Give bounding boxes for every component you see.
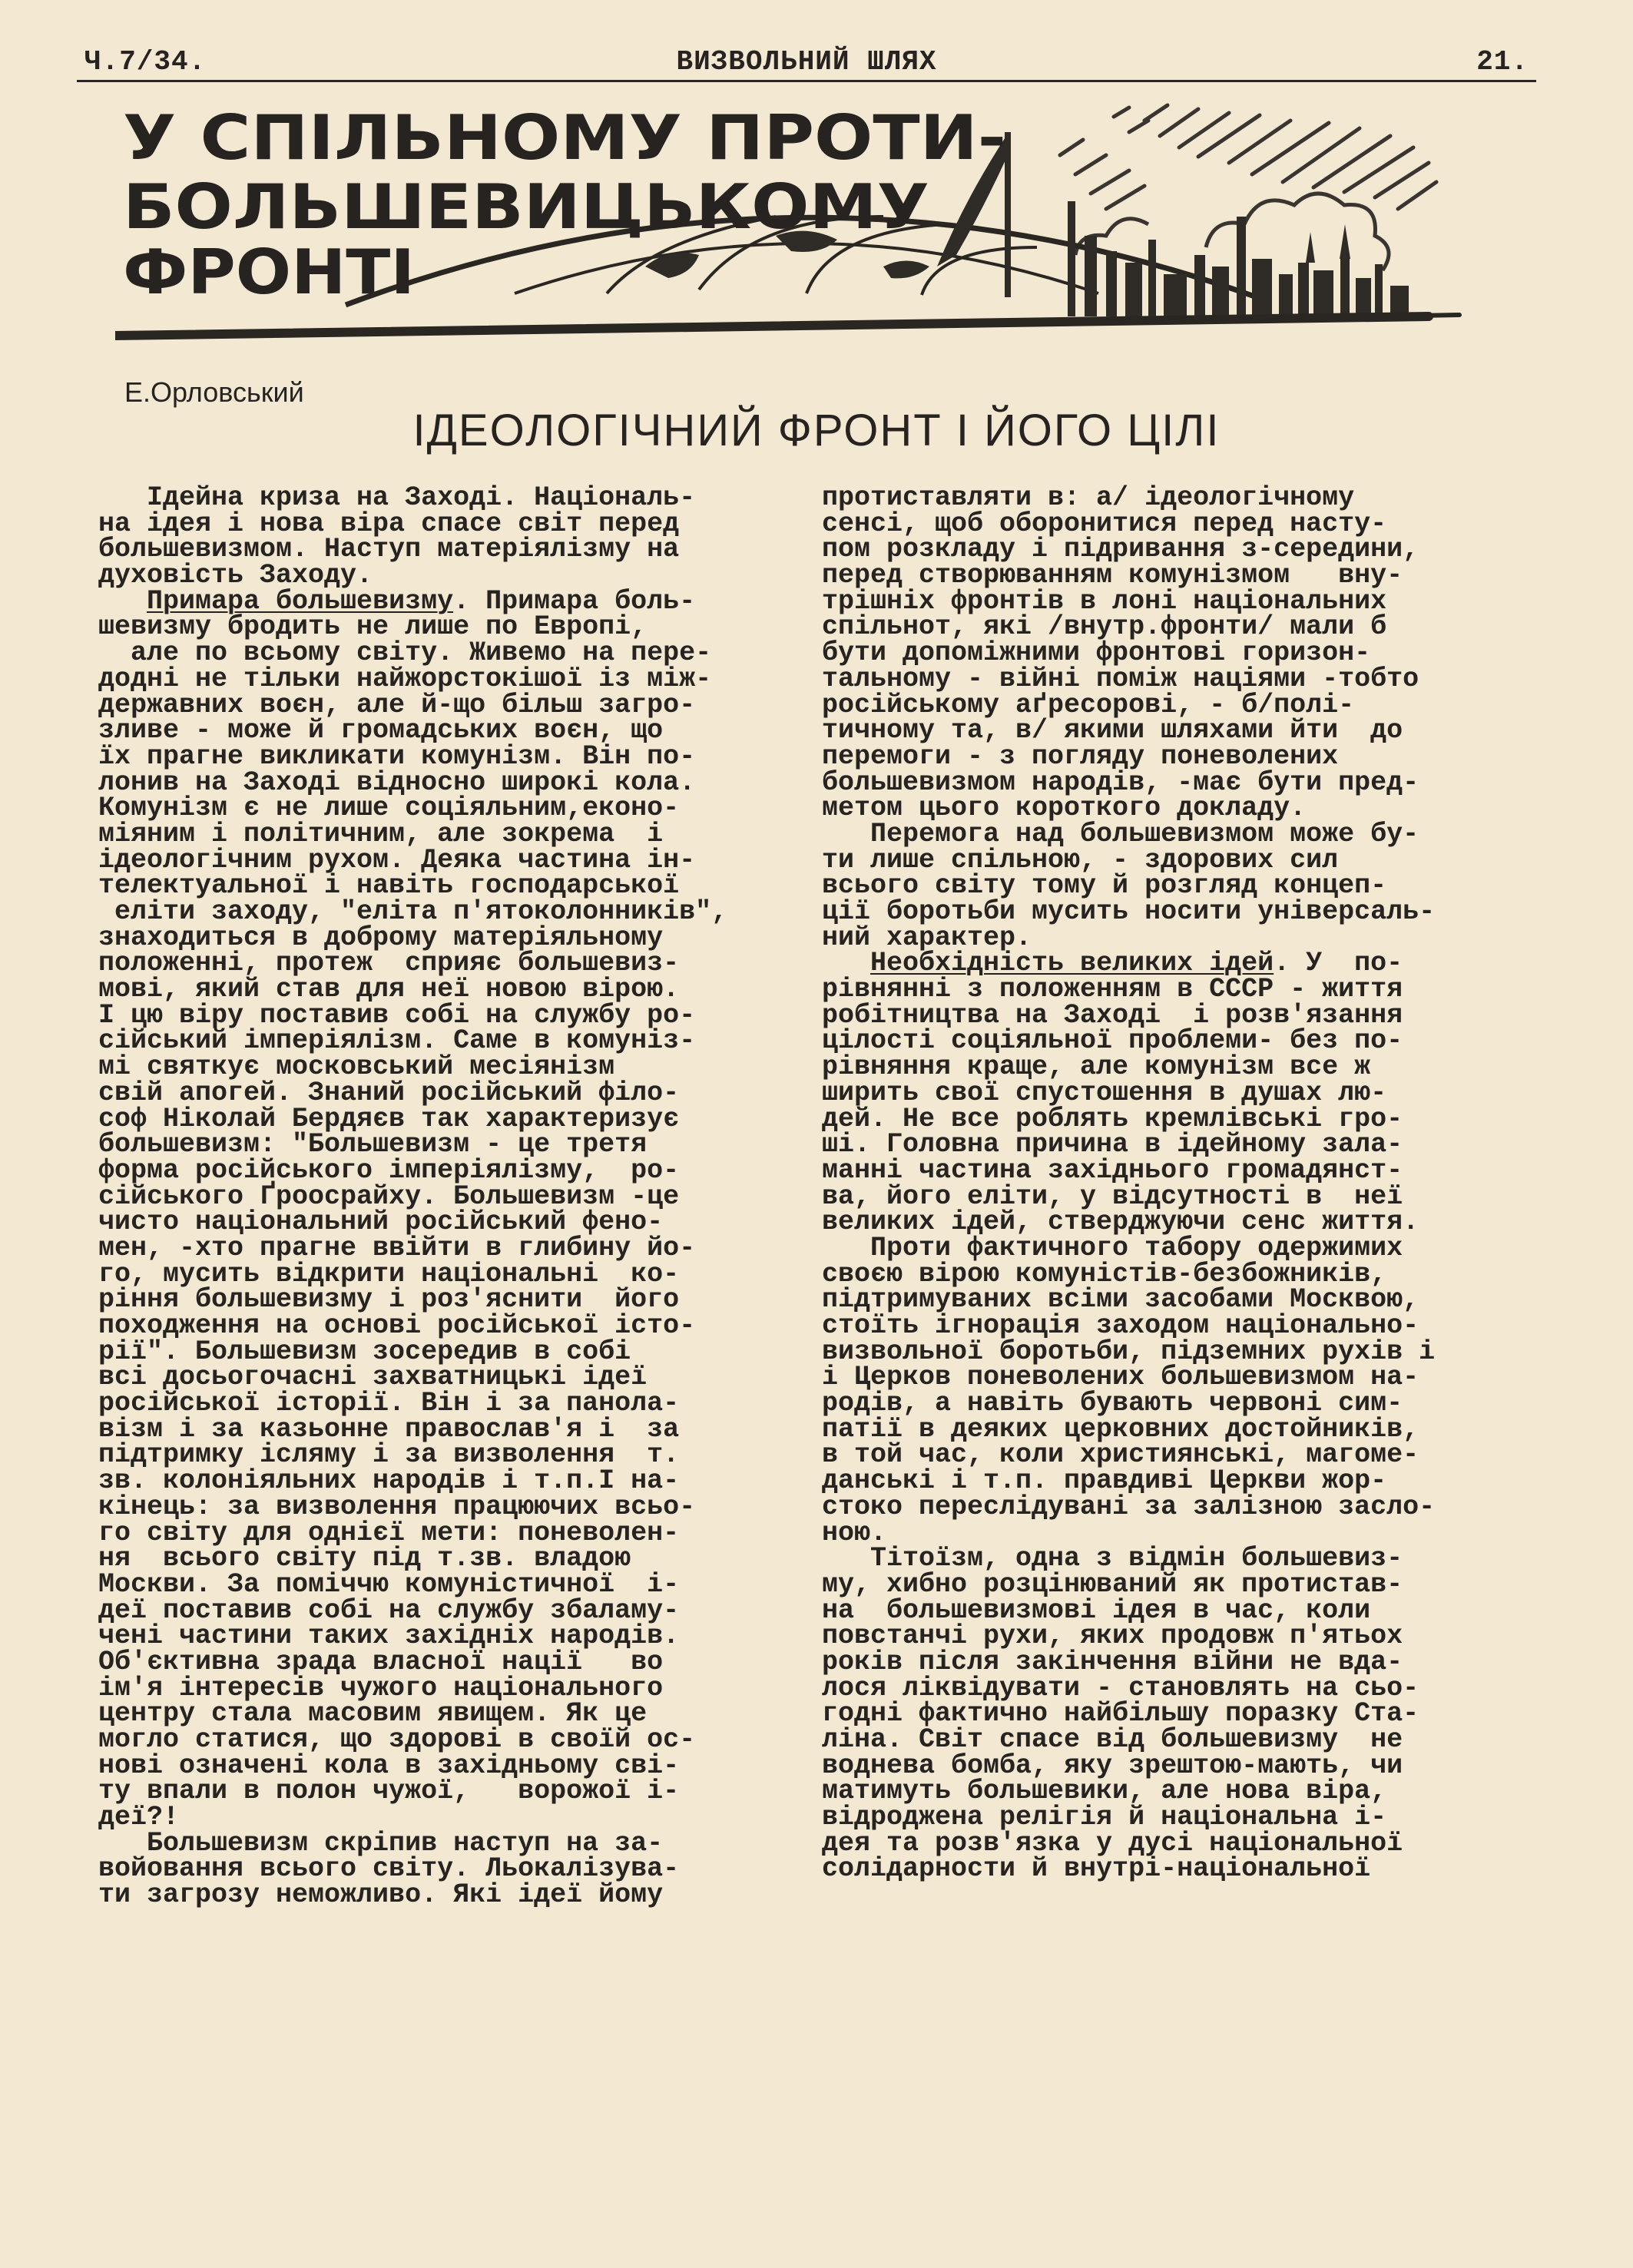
text-line: свій апогей. Знаний російський філо- [98, 1077, 680, 1108]
text-line: войовання всього світу. Льокалізува- [98, 1853, 680, 1885]
text-line: підтримку ісляму і за визволення т. [98, 1439, 680, 1471]
text-line: Необхідність великих ідей. У по- [870, 948, 1403, 979]
text-line: років після закінчення війни не вда- [822, 1646, 1403, 1677]
text-line: в той час, коли християнські, магоме- [822, 1439, 1419, 1471]
text-line: ші. Головна причина в ідейному зала- [822, 1129, 1403, 1160]
text-line: лонив на Заході відносно широкі кола. [98, 766, 696, 798]
banner-line-1: У СПІЛЬНОМУ ПРОТИ- [123, 102, 1006, 174]
text-line: ний характер. [822, 922, 1032, 953]
text-line: своєю вірою комуністів-безбожників, [822, 1258, 1387, 1290]
text-line: ріння большевизму і роз'яснити його [98, 1284, 680, 1316]
text-line: деї?! [98, 1802, 180, 1833]
text-line: чені частини таких західніх народів. [98, 1621, 680, 1652]
text-line: дей. Не все роблять кремлівські гро- [822, 1103, 1403, 1134]
text-line: робітництва на Заході і розв'язання [822, 999, 1403, 1031]
text-line: сійський імперіялізм. Саме в комуніз- [98, 1025, 696, 1057]
text-line: воднева бомба, яку зрештою-мають, чи [822, 1750, 1403, 1781]
text-line: знаходиться в доброму матеріяльному [98, 922, 664, 953]
sky-hatching [1060, 105, 1436, 209]
text-line: цілості соціяльної проблеми- без по- [822, 1025, 1403, 1057]
text-line: визвольної боротьби, підземних рухів і [822, 1336, 1436, 1367]
text-line: могло статися, що здорові в своїй ос- [98, 1724, 696, 1755]
article-title: ІДЕОЛОГІЧНИЙ ФРОНТ І ЙОГО ЦІЛІ [412, 406, 1221, 455]
text-line: метом цього короткого докладу. [822, 793, 1307, 824]
text-line: лося ліквідувати - становлять на сьо- [822, 1672, 1419, 1703]
text-line: і Церков поневолених большевизмом на- [822, 1362, 1419, 1393]
header-rule [77, 80, 1536, 82]
text-line: му, хибно розцінюваний як протистав- [822, 1568, 1403, 1600]
text-line: положенні, протеж сприяє большевиз- [98, 948, 680, 979]
text-line: спільнот, які /внутр.фронти/ мали б [822, 611, 1387, 643]
text-line: їх прагне викликати комунізм. Він по- [98, 740, 696, 772]
text-line: Проти фактичного табору одержимих [822, 1232, 1403, 1263]
text-line: ідеологічним рухом. Деяка частина ін- [98, 844, 696, 876]
text-line: Большевизм скріпив наступ на за- [98, 1827, 664, 1859]
text-line: телектуальної і навіть господарської [98, 870, 680, 902]
text-line: данські і т.п. правдиві Церкви жор- [822, 1465, 1387, 1497]
text-line: сійського Ґроосрайху. Большевизм -це [98, 1180, 680, 1212]
text-line: Ідейна криза на Заході. Національ- [98, 482, 696, 513]
text-line: ту впали в полон чужої, ворожої і- [98, 1776, 680, 1807]
text-line: Об'єктивна зрада власної нації во [98, 1646, 664, 1677]
text-line: большевизмом народів, -має бути пред- [822, 766, 1419, 798]
text-line: ти лише спільною, - здорових сил [822, 844, 1339, 876]
text-line: міяним і політичним, але зокрема і [98, 818, 664, 849]
text-line: форма російського імперіялізму, ро- [98, 1154, 680, 1186]
text-line: перед створюванням комунізмом вну- [822, 560, 1403, 591]
text-line: ти загрозу неможливо. Які ідеї йому [98, 1879, 664, 1911]
text-line: зливе - може й громадських воєн, що [98, 715, 664, 747]
running-header [84, 46, 1529, 84]
text-line: ня всього світу під т.зв. владою [98, 1543, 631, 1574]
text-line: кінець: за визволення працюючих всьо- [98, 1491, 696, 1522]
text-line: манні частина західнього громадянст- [822, 1154, 1403, 1186]
text-line: еліти заходу, "еліта п'ятоколонників", [98, 896, 728, 927]
text-line: сенсі, щоб оборонитися перед насту- [822, 508, 1387, 539]
text-line: на большевизмові ідея в час, коли [822, 1594, 1371, 1626]
text-line: большевизмом. Наступ матеріялізму на [98, 534, 680, 565]
text-line: рівнянні з положенням в СССР - життя [822, 974, 1403, 1005]
text-line: російської історії. Він і за панола- [98, 1388, 680, 1419]
text-line: большевизм: "Большевизм - це третя [98, 1129, 648, 1160]
text-line: Примара большевизму. Примара боль- [147, 585, 696, 617]
left-column [98, 482, 790, 1911]
text-line: рівняння краще, але комунізм все ж [822, 1051, 1371, 1083]
text-line: на ідея і нова віра спасе світ перед [98, 508, 680, 539]
text-line: мен, -хто прагне ввійти в глибину йо- [98, 1232, 696, 1263]
text-line: пом розкладу і підривання з-середини, [822, 534, 1419, 565]
text-line: повстанчі рухи, яких продовж п'ятьох [822, 1621, 1403, 1652]
text-line: але по всьому світу. Живемо на пере- [98, 637, 712, 669]
text-line: рії". Большевизм зосередив в собі [98, 1336, 631, 1367]
text-line: тичному та, в/ якими шляхами йти до [822, 715, 1403, 747]
text-line: трішніх фронтів в лоні національних [822, 585, 1387, 617]
text-line: солідарности й внутрі-національної [822, 1853, 1371, 1885]
text-line: всього світу тому й розгляд концеп- [822, 870, 1387, 902]
issue-number: Ч.7/34. [84, 46, 207, 78]
text-line: стоко переслідувані за залізною засло- [822, 1491, 1436, 1522]
text-line: соф Ніколай Бердяєв так характеризує [98, 1103, 680, 1134]
text-line: нові означені кола в західньому сві- [98, 1750, 680, 1781]
banner-line-3: ФРОНТІ [123, 237, 415, 308]
text-line: ліна. Світ спасе від большевизму не [822, 1724, 1403, 1755]
section-banner [115, 101, 1498, 359]
text-line: візм і за казьонне православ'я і за [98, 1413, 680, 1445]
text-line: додні не тільки найжорстокішої із між- [98, 663, 712, 694]
text-line: зв. колоніяльних народів і т.п.І на- [98, 1465, 680, 1497]
text-line: матимуть большевики, але нова віра, [822, 1776, 1387, 1807]
banner-line-2: БОЛЬШЕВИЦЬКОМУ [123, 171, 929, 243]
section-subhead: Необхідність великих ідей [870, 948, 1274, 979]
text-line: духовість Заходу. [98, 560, 373, 591]
text-line: російському аґресорові, - б/полі- [822, 689, 1355, 720]
text-line: Комунізм є не лише соціяльним,еконо- [98, 793, 680, 824]
text-line: походження на основі російської істо- [98, 1310, 696, 1341]
article-author: Е.Орловський [124, 376, 304, 408]
text-line: бути допоміжними фронтові горизон- [822, 637, 1371, 669]
text-line: Тітоїзм, одна з відмін большевиз- [822, 1543, 1403, 1574]
section-subhead: Примара большевизму [147, 585, 454, 617]
text-line: тальному - війні поміж націями -тобто [822, 663, 1419, 694]
text-line: стоїть ігнорація заходом національно- [822, 1310, 1419, 1341]
banner-illustration [115, 101, 1498, 359]
text-line: ною. [822, 1517, 887, 1548]
text-line: го світу для однієї мети: поневолен- [98, 1517, 680, 1548]
text-line: мі святкує московський месіянізм [98, 1051, 615, 1083]
text-line: родів, а навіть бувають червоні сим- [822, 1388, 1403, 1419]
text-line: Перемога над большевизмом може бу- [822, 818, 1419, 849]
text-line: чисто національний російський фено- [98, 1207, 664, 1238]
text-line: патії в деяких церковних достойників, [822, 1413, 1419, 1445]
text-line: годні фактично найбільшу поразку Ста- [822, 1698, 1419, 1730]
text-line: протиставляти в: а/ ідеологічному [822, 482, 1355, 513]
page-number: 21. [1476, 46, 1529, 78]
text-line: ім'я інтересів чужого національного [98, 1672, 664, 1703]
text-line: І цю віру поставив собі на службу ро- [98, 999, 696, 1031]
text-line: Москви. За поміччю комуністичної і- [98, 1568, 680, 1600]
text-line: ції боротьби мусить носити універсаль- [822, 896, 1436, 927]
text-line: всі досьогочасні захватницькі ідеї [98, 1362, 648, 1393]
text-line: центру стала масовим явищем. Як це [98, 1698, 648, 1730]
text-line: ширить свої спустошення в душах лю- [822, 1077, 1387, 1108]
city-skyline [1068, 201, 1409, 316]
text-line: дея та розв'язка у дусі національної [822, 1827, 1403, 1859]
journal-name: ВИЗВОЛЬНИЙ ШЛЯХ [676, 46, 937, 78]
text-line: шевизму бродить не лише по Европі, [98, 611, 648, 643]
text-line: відроджена релігія й національна і- [822, 1802, 1387, 1833]
text-line: перемоги - з погляду поневолених [822, 740, 1339, 772]
ground-line [115, 315, 1459, 336]
text-line: ва, його еліти, у відсутності в неї [822, 1180, 1403, 1212]
text-line: мові, який став для неї новою вірою. [98, 974, 680, 1005]
text-line: го, мусить відкрити національні ко- [98, 1258, 680, 1290]
text-line: державних воєн, але й-що більш загро- [98, 689, 696, 720]
text-line: деї поставив собі на службу збаламу- [98, 1594, 680, 1626]
text-line: підтримуваних всіми засобами Москвою, [822, 1284, 1419, 1316]
text-line: великих ідей, стверджуючи сенс життя. [822, 1207, 1419, 1238]
right-column [822, 482, 1529, 1885]
